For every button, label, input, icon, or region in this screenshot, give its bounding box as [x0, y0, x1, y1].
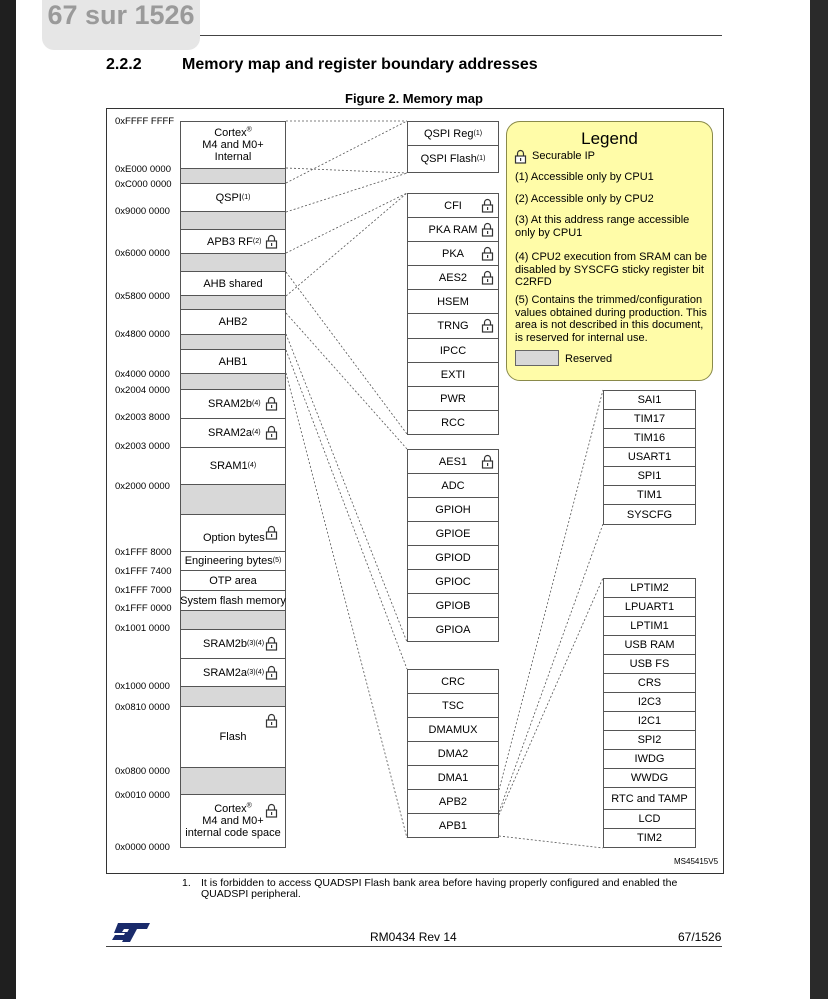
legend-item: (1) Accessible only by CPU1 [515, 171, 654, 183]
figure-title: Figure 2. Memory map [345, 91, 483, 106]
apb1-item: LPTIM1 [603, 616, 696, 636]
map-flash: Flash [180, 706, 286, 768]
map-sram2a: SRAM2a (4) [180, 418, 286, 448]
map-sram2b-alias: SRAM2b (3)(4) [180, 629, 286, 659]
map-reserved [180, 168, 286, 184]
lock-icon [265, 234, 278, 249]
periph-hsem: HSEM [407, 289, 499, 314]
apb2-item: USART1 [603, 447, 696, 467]
address-label: 0x0000 0000 [115, 842, 170, 853]
apb1-item: SPI2 [603, 730, 696, 750]
address-label: 0x0800 0000 [115, 766, 170, 777]
periph-aes2: AES2 [407, 265, 499, 290]
periph-apb2: APB2 [407, 789, 499, 814]
apb1-item: TIM2 [603, 828, 696, 848]
map-reserved [180, 253, 286, 272]
periph-exti: EXTI [407, 362, 499, 387]
periph-crc: CRC [407, 669, 499, 694]
lock-icon [265, 396, 278, 411]
periph-dma1: DMA1 [407, 765, 499, 790]
apb1-item: I2C1 [603, 711, 696, 731]
lock-icon [481, 246, 494, 261]
apb1-item: CRS [603, 673, 696, 693]
map-reserved [180, 610, 286, 630]
periph-dmamux: DMAMUX [407, 717, 499, 742]
address-label: 0x1FFF 7400 [115, 566, 172, 577]
legend-item: (5) Contains the trimmed/configuration values obtained during production. This area is not described in this document, is reserved for internal use. [515, 294, 707, 344]
address-label: 0x1000 0000 [115, 681, 170, 692]
map-reserved [180, 686, 286, 707]
map-option-bytes: Option bytes [180, 514, 286, 552]
address-label: 0x9000 0000 [115, 206, 170, 217]
address-label: 0x2000 0000 [115, 481, 170, 492]
address-label: 0x1FFF 0000 [115, 603, 172, 614]
periph-tsc: TSC [407, 693, 499, 718]
address-label: 0x4800 0000 [115, 329, 170, 340]
map-system-flash: System flash memory [180, 590, 286, 611]
st-logo [112, 921, 150, 943]
periph-gpioh: GPIOH [407, 497, 499, 522]
periph-gpioe: GPIOE [407, 521, 499, 546]
address-label: 0xFFFF FFFF [115, 116, 175, 127]
map-sram2a-alias: SRAM2a (3)(4) [180, 658, 286, 687]
address-label: 0x5800 0000 [115, 291, 170, 302]
address-label: 0x2004 0000 [115, 385, 170, 396]
qspi-flash: QSPI Flash (1) [407, 145, 499, 173]
map-ahb2: AHB2 [180, 309, 286, 335]
periph-pka-ram: PKA RAM [407, 217, 499, 242]
reserved-swatch [515, 350, 559, 366]
periph-rcc: RCC [407, 410, 499, 435]
lock-icon [265, 425, 278, 440]
apb2-item: SPI1 [603, 466, 696, 486]
map-reserved [180, 484, 286, 515]
periph-dma2: DMA2 [407, 741, 499, 766]
lock-icon [265, 636, 278, 651]
legend-item: (3) At this address range accessible only by CPU1 [515, 214, 690, 239]
apb1-item: USB RAM [603, 635, 696, 655]
map-reserved [180, 295, 286, 310]
address-label: 0x6000 0000 [115, 248, 170, 259]
address-label: 0x1FFF 7000 [115, 585, 172, 596]
legend-reserved: Reserved [565, 353, 613, 365]
periph-gpioa: GPIOA [407, 617, 499, 642]
map-sram2b: SRAM2b (4) [180, 389, 286, 419]
map-reserved [180, 334, 286, 350]
periph-adc: ADC [407, 473, 499, 498]
legend-item: (2) Accessible only by CPU2 [515, 193, 654, 205]
page-number: 67/1526 [678, 930, 722, 944]
lock-icon [481, 454, 494, 469]
footnote-text: It is forbidden to access QUADSPI Flash bank area before having properly configured and enabled the QUADSPI peripheral. [201, 877, 678, 900]
map-cortex-internal: Cortex® M4 and M0+ Internal [180, 121, 286, 169]
map-qspi: QSPI (1) [180, 183, 286, 212]
address-label: 0x0810 0000 [115, 702, 170, 713]
periph-ipcc: IPCC [407, 338, 499, 363]
apb1-item: WWDG [603, 768, 696, 788]
legend-title: Legend [581, 129, 638, 148]
apb1-item: LPUART1 [603, 597, 696, 617]
apb1-item: RTC and TAMP [603, 787, 696, 810]
map-cortex-code-space: Cortex® M4 and M0+ internal code space [180, 794, 286, 848]
periph-pka: PKA [407, 241, 499, 266]
apb2-item: SYSCFG [603, 504, 696, 525]
page-counter-badge: 67 sur 1526 [42, 0, 200, 50]
footer-rule [106, 946, 722, 947]
qspi-reg: QSPI Reg (1) [407, 121, 499, 146]
map-reserved [180, 767, 286, 795]
map-otp-area: OTP area [180, 570, 286, 591]
apb1-item: USB FS [603, 654, 696, 674]
periph-gpiod: GPIOD [407, 545, 499, 570]
address-label: 0x4000 0000 [115, 369, 170, 380]
periph-gpiob: GPIOB [407, 593, 499, 618]
map-ahb-shared: AHB shared [180, 271, 286, 296]
map-ahb1: AHB1 [180, 349, 286, 374]
lock-icon [265, 525, 278, 540]
lock-icon [481, 222, 494, 237]
map-apb3-rf: APB3 RF (2) [180, 229, 286, 254]
lock-icon [265, 665, 278, 680]
lock-icon [265, 803, 278, 818]
address-label: 0xE000 0000 [115, 164, 171, 175]
apb1-item: LPTIM2 [603, 578, 696, 598]
apb2-item: SAI1 [603, 390, 696, 410]
map-sram1: SRAM1 (4) [180, 447, 286, 485]
lock-icon [481, 270, 494, 285]
figure-id: MS45415V5 [674, 857, 719, 866]
address-label: 0x0010 0000 [115, 790, 170, 801]
periph-aes1: AES1 [407, 449, 499, 474]
periph-trng: TRNG [407, 313, 499, 339]
map-reserved [180, 211, 286, 230]
lock-icon [265, 713, 278, 728]
map-reserved [180, 373, 286, 390]
address-label: 0x1001 0000 [115, 623, 170, 634]
address-label: 0xC000 0000 [115, 179, 172, 190]
legend-box [506, 121, 713, 381]
section-title: Memory map and register boundary addresses [182, 56, 538, 73]
apb1-item: IWDG [603, 749, 696, 769]
footnote-number: 1. [182, 877, 191, 889]
periph-apb1: APB1 [407, 813, 499, 838]
apb1-item: LCD [603, 809, 696, 829]
section-number: 2.2.2 [106, 56, 142, 73]
map-engineering-bytes: Engineering bytes (5) [180, 551, 286, 571]
apb2-item: TIM17 [603, 409, 696, 429]
lock-icon [481, 318, 494, 333]
legend-item: (4) CPU2 execution from SRAM can be disabled by SYSCFG sticky register bit C2RFD [515, 251, 707, 288]
apb2-item: TIM16 [603, 428, 696, 448]
address-label: 0x1FFF 8000 [115, 547, 172, 558]
document-reference: RM0434 Rev 14 [370, 930, 457, 944]
apb1-item: I2C3 [603, 692, 696, 712]
lock-icon [481, 198, 494, 213]
address-label: 0x2003 0000 [115, 441, 170, 452]
periph-pwr: PWR [407, 386, 499, 411]
legend-securable: Securable IP [532, 150, 595, 162]
apb2-item: TIM1 [603, 485, 696, 505]
periph-cfi: CFI [407, 193, 499, 218]
periph-gpioc: GPIOC [407, 569, 499, 594]
address-label: 0x2003 8000 [115, 412, 170, 423]
lock-icon [514, 149, 527, 164]
